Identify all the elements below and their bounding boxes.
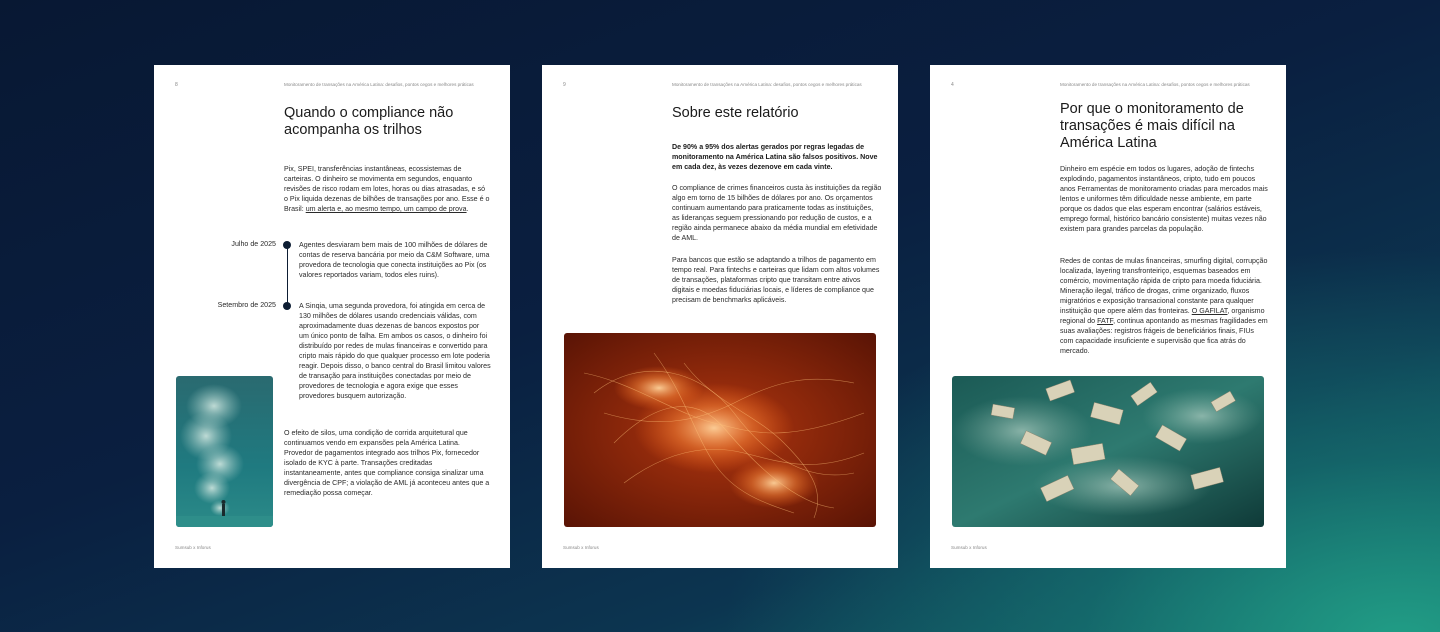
footer: Sumsub x Inforus bbox=[951, 545, 987, 550]
page-title: Quando o compliance não acompanha os trilhos bbox=[284, 105, 454, 138]
running-head: Monitoramento de transações na América Latina: desafios, pontos cegos e melhores práticas bbox=[284, 82, 474, 87]
smoke-figure-image bbox=[176, 376, 273, 527]
timeline-text: Agentes desviaram bem mais de 100 milhões de dólares de contas de reserva bancária por meio da C&M Software, uma provedora de tecnologia que conecta instituições ao Pix (os valores reportados variam, todos eles ruins). bbox=[299, 241, 490, 279]
gafilat-link[interactable]: O GAFILAT bbox=[1191, 307, 1228, 315]
closing-paragraph: O efeito de silos, uma condição de corrida arquitetural que continuamos vendo em expansões pela América Latina. Provedor de pagamentos integrado aos trilhos Pix, fornecedor isolado de KYC à parte. Transações creditadas instantaneamente, antes que compliance consiga sinalizar uma divergência de CPF; a violação de AML já aconteceu antes que a remediação possa começar. bbox=[284, 429, 490, 497]
page-title: Sobre este relatório bbox=[672, 105, 799, 121]
intro-paragraph: Pix, SPEI, transferências instantâneas, ecossistemas de carteiras. O dinheiro se movimenta em segundos, enquanto revisões de risco rodam em lotes, horas ou dias atrasadas, e só o Pix liquida dezenas de bilhões de transações por ano. Esse é o Brasil: um alerta e, ao mesmo tempo, um campo de prova. bbox=[284, 165, 490, 213]
lead-paragraph: De 90% a 95% dos alertas gerados por regras legadas de monitoramento na América Latina são falsos positivos. Nove em cada dez, às vezes dezenove em cada vinte. bbox=[672, 143, 878, 171]
body-paragraph: Para bancos que estão se adaptando a trilhos de pagamento em tempo real. Para fintechs e carteiras que lidam com altos volumes de transações, plataformas cripto que transitam entre ativos digitais e moedas fiduciárias locais, e líderes de compliance que precisam de benchmarks aplicáveis. bbox=[672, 256, 880, 304]
page-number: 4 bbox=[951, 82, 954, 88]
page-number: 9 bbox=[563, 82, 566, 88]
report-page-9 bbox=[542, 65, 898, 568]
footer: Sumsub x Inforus bbox=[563, 545, 599, 550]
body-paragraph: Dinheiro em espécie em todos os lugares, adoção de fintechs explodindo, pagamentos instantâneos, cripto, tudo em poucos anos Ferramentas de monitoramento criadas para mercados mais lentos e uniformes têm dificuldade nesse ambiente, em parte porque os dados que elas esperam encontrar (salários estáveis, emprego formal, histórico bancário consistente) muitas vezes não existem para grandes parcelas da população. bbox=[1060, 165, 1268, 233]
body-paragraph: O compliance de crimes financeiros custa às instituições da região algo em torno de 15 bilhões de dólares por ano. Os orçamentos continuam aumentando para praticamente todas as instituições, as lideranças seguem pressionando por redução de custos, e a região ainda permanece abaixo da média mundial em efetividade de AML. bbox=[672, 184, 882, 242]
running-head: Monitoramento de transações na América Latina: desafios, pontos cegos e melhores práticas bbox=[1060, 82, 1250, 87]
report-page-4 bbox=[930, 65, 1286, 568]
intro-link[interactable]: um alerta e, ao mesmo tempo, um campo de prova bbox=[305, 205, 467, 213]
body-paragraph: Redes de contas de mulas financeiras, smurfing digital, corrupção localizada, layering transfronteiriço, esquemas baseados em comércio, movimentação rápida de cripto para moeda fiduciária. Mineração ilegal, tráfico de drogas, crime organizado, fluxos migratórios e exposição transacional constante para qualquer instituição que opere além das fronteiras. O GAFILAT, organismo regional do FATF, continua apontando as mesmas fragilidades em suas avaliações: registros frágeis de beneficiários finais, FIUs com capacidade insuficiente e supervisão que fica atrás do mercado. bbox=[1060, 257, 1268, 355]
report-page-8 bbox=[154, 65, 510, 568]
network-visualization-image bbox=[564, 333, 876, 527]
timeline-line bbox=[287, 245, 288, 305]
timeline-date: Setembro de 2025 bbox=[217, 301, 276, 309]
flying-banknotes-image bbox=[952, 376, 1264, 527]
running-head: Monitoramento de transações na América Latina: desafios, pontos cegos e melhores práticas bbox=[672, 82, 862, 87]
fatf-link[interactable]: FATF bbox=[1097, 317, 1114, 325]
timeline-dot bbox=[283, 241, 291, 249]
timeline-date: Julho de 2025 bbox=[231, 240, 276, 248]
footer: Sumsub x Inforus bbox=[175, 545, 211, 550]
page-title: Por que o monitoramento de transações é mais difícil na América Latina bbox=[1060, 101, 1244, 151]
timeline-dot bbox=[283, 302, 291, 310]
page-number: 8 bbox=[175, 82, 178, 88]
timeline-text: A Sinqia, uma segunda provedora, foi atingida em cerca de 130 milhões de dólares usando credenciais válidas, com aproximadamente duas dezenas de bancos expostos por um único ponto de falha. Em ambos os casos, o dinheiro foi distribuído por redes de mulas financeiras e convertido para cripto mais rápido do que qualquer processo em lote poderia reagir. Depois disso, o banco central do Brasil limitou valores de transação para instituições conectadas por meio de provedores de tecnologia e agora exige que esses provedores busquem autorização. bbox=[299, 302, 491, 400]
